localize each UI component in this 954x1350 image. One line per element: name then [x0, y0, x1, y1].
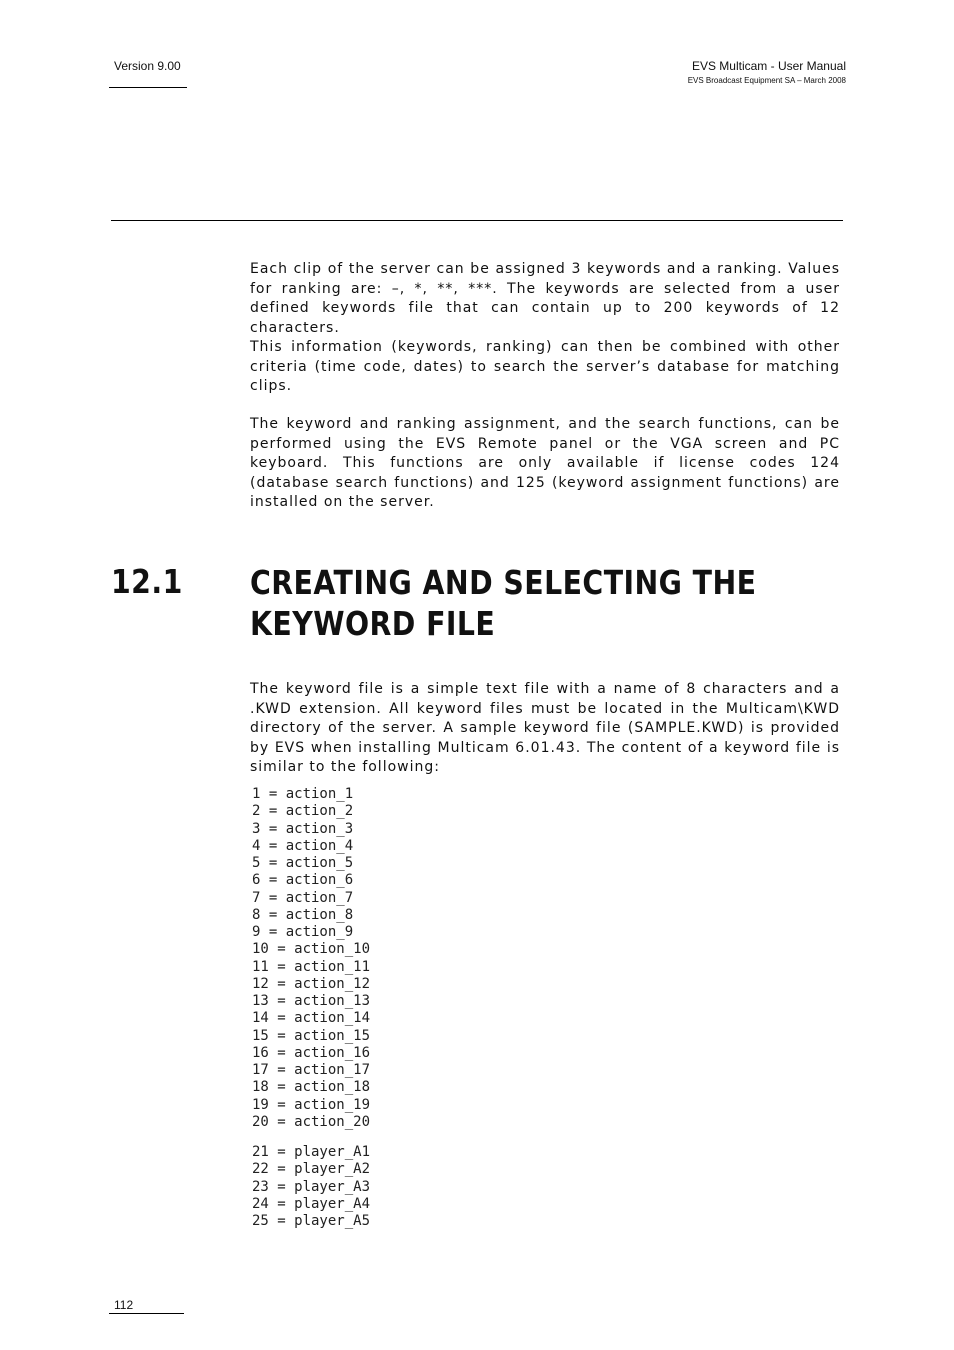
header-manual-subtitle: EVS Broadcast Equipment SA – March 2008 [687, 76, 846, 85]
header-divider [111, 220, 843, 221]
code-line: 6 = action_6 [252, 872, 354, 889]
code-line: 2 = action_2 [252, 803, 354, 820]
code-line: 24 = player_A4 [252, 1195, 371, 1212]
code-line: 15 = action_15 [252, 1027, 371, 1044]
intro-paragraph-3: The keyword and ranking assignment, and the search functions, can be performed using the EVS Remote panel or the VGA screen and PC keyboard. This functions are only available if license codes 124 (database search functions) and 125 (keyword assignment functions) are installed on the server. [250, 416, 840, 510]
code-line: 14 = action_14 [252, 1010, 371, 1027]
code-line: 3 = action_3 [252, 820, 354, 837]
code-line: 4 = action_4 [252, 837, 354, 854]
code-line: 7 = action_7 [252, 889, 354, 906]
code-line: 22 = player_A2 [252, 1161, 371, 1178]
header-version: Version 9.00 [114, 59, 181, 73]
code-line: 23 = player_A3 [252, 1178, 371, 1195]
header-manual-title: EVS Multicam - User Manual [691, 59, 846, 73]
header-version-rule [109, 87, 187, 88]
section-number: 12.1 [111, 562, 183, 601]
code-line: 1 = action_1 [252, 786, 354, 802]
code-line: 13 = action_13 [252, 993, 371, 1009]
keyword-code-block-2 [252, 1144, 370, 1230]
code-line: 18 = action_18 [252, 1079, 371, 1096]
code-line: 10 = action_10 [252, 941, 371, 958]
code-line: 12 = action_12 [252, 975, 371, 992]
intro-paragraph-2: This information (keywords, ranking) can then be combined with other criteria (time code, dates) to search the server’s database for matching clips. [250, 339, 840, 394]
code-line: 20 = action_20 [252, 1113, 371, 1130]
page-number: 112 [114, 1298, 134, 1312]
code-line: 19 = action_19 [252, 1096, 371, 1113]
code-line: 16 = action_16 [252, 1044, 371, 1061]
code-line: 11 = action_11 [252, 958, 371, 975]
code-line: 25 = player_A5 [252, 1213, 371, 1229]
code-line: 21 = player_A1 [252, 1144, 371, 1160]
section-paragraph-1: The keyword file is a simple text file with a name of 8 characters and a .KWD extension. All keyword files must be located in the Multicam\KWD directory of the server. A sample keyword file (SAMPLE.KWD) is provided by EVS when installing Multicam 6.01.43. The content of a keyword file is similar to the following: [250, 681, 840, 775]
keyword-code-block-1 [252, 786, 370, 1131]
intro-paragraph-1: Each clip of the server can be assigned 3 keywords and a ranking. Values for ranking are: –, *, **, ***. The keywords are selected from a user defined keywords file that can contain up to 200 keywords of 12 characters. [250, 261, 840, 336]
footer-rule [109, 1313, 184, 1314]
section-title: CREATING AND SELECTING THE KEYWORD FILE [250, 563, 757, 643]
code-line: 8 = action_8 [252, 906, 354, 923]
code-line: 5 = action_5 [252, 855, 354, 871]
code-line: 17 = action_17 [252, 1062, 371, 1078]
code-line: 9 = action_9 [252, 924, 354, 940]
